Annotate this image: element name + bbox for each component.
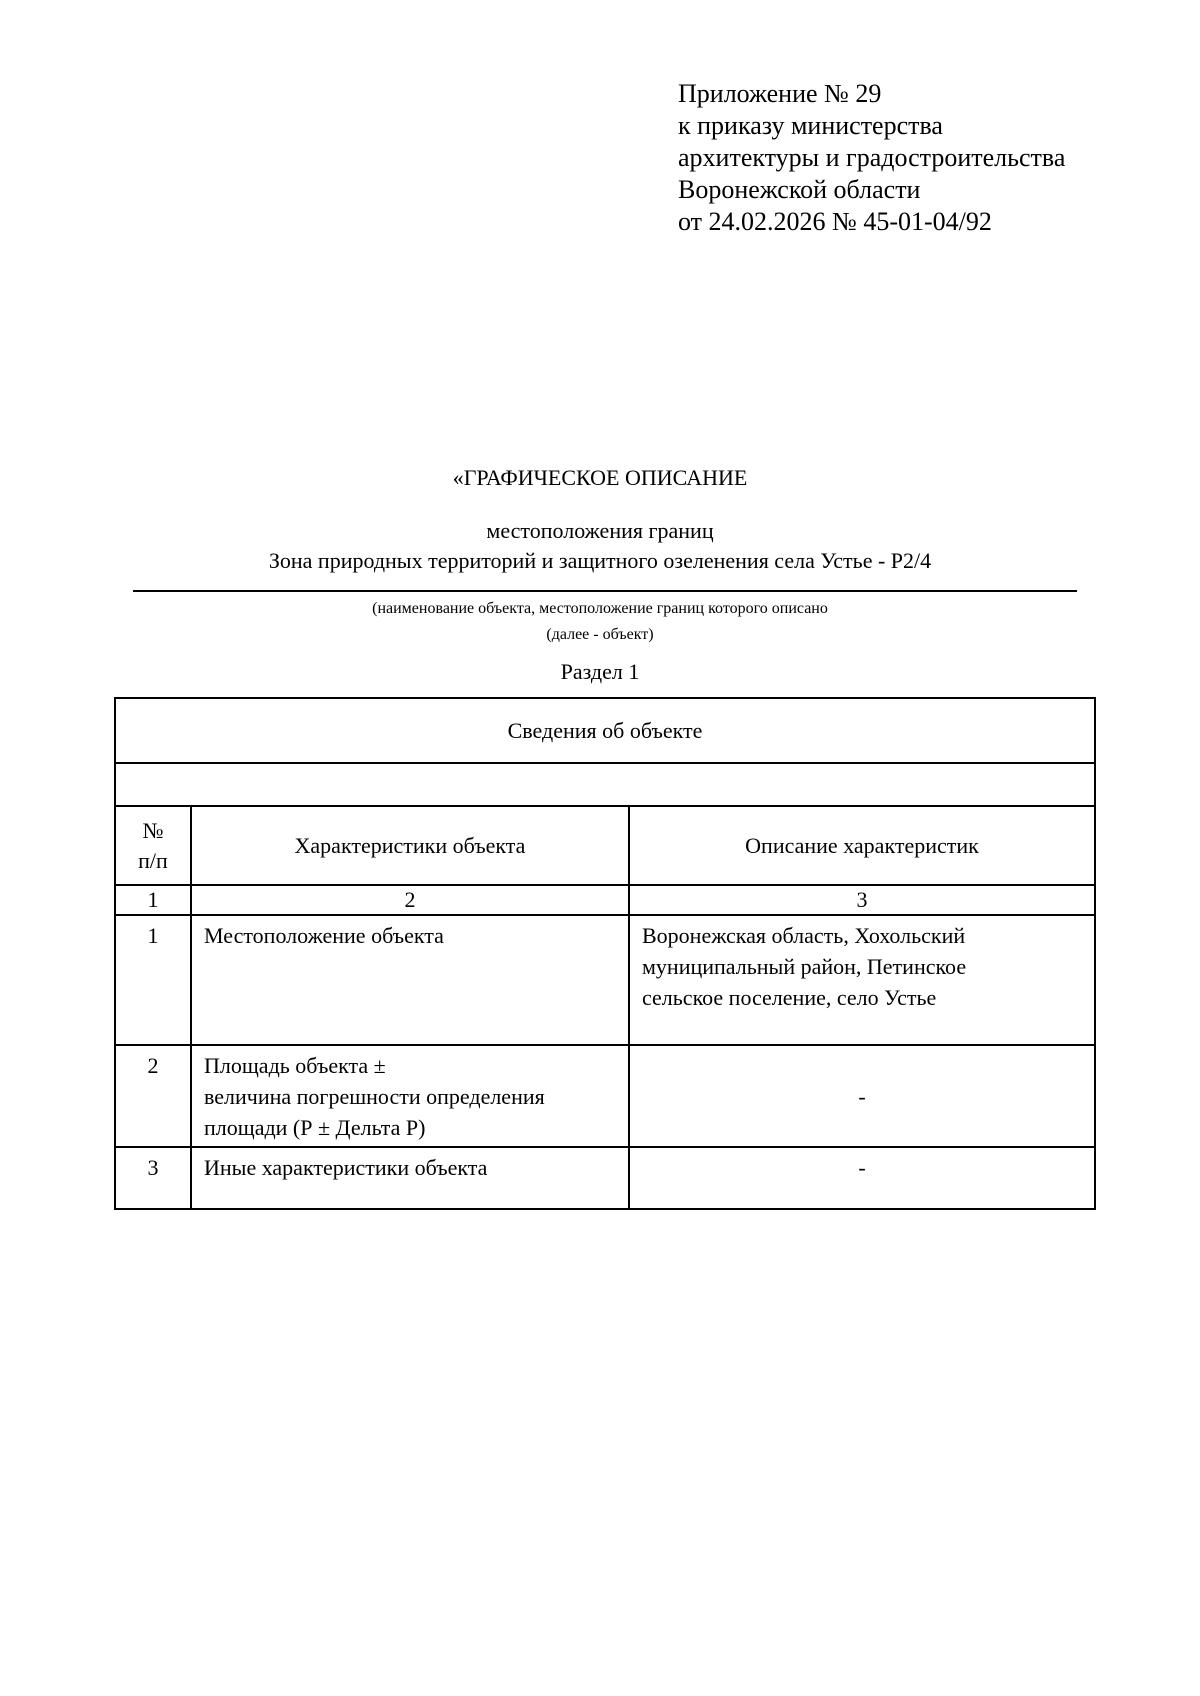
object-info-table bbox=[114, 697, 1096, 1210]
appendix-line: Приложение № 29 bbox=[678, 79, 882, 108]
appendix-block bbox=[678, 78, 1065, 238]
document-subtitle bbox=[0, 516, 1200, 576]
appendix-line: к приказу министерства bbox=[678, 111, 943, 140]
row-characteristic bbox=[191, 915, 629, 1045]
object-name-note bbox=[0, 596, 1200, 648]
underline-rule bbox=[133, 590, 1077, 592]
characteristic-line: Местоположение объекта bbox=[204, 923, 444, 948]
row-characteristic bbox=[191, 1045, 629, 1147]
table-caption-row bbox=[115, 698, 1095, 763]
column-number: 3 bbox=[629, 885, 1095, 915]
characteristic-line: величина погрешности определения bbox=[204, 1084, 545, 1109]
description-line: Воронежская область, Хохольский bbox=[642, 923, 966, 948]
header-characteristic: Характеристики объекта bbox=[191, 806, 629, 885]
appendix-line: от 24.02.2026 № 45-01-04/92 bbox=[678, 207, 992, 236]
description-line: муниципальный район, Петинское bbox=[642, 954, 967, 979]
header-description: Описание характеристик bbox=[629, 806, 1095, 885]
characteristic-line: Площадь объекта ± bbox=[204, 1053, 386, 1078]
appendix-line: Воронежской области bbox=[678, 175, 921, 204]
row-description bbox=[629, 915, 1095, 1045]
appendix-line: архитектуры и градостроительства bbox=[678, 143, 1066, 172]
section-heading: Раздел 1 bbox=[560, 659, 640, 684]
table-empty-row bbox=[115, 763, 1095, 806]
row-characteristic bbox=[191, 1147, 629, 1209]
column-number: 2 bbox=[191, 885, 629, 915]
table-row bbox=[115, 1147, 1095, 1209]
column-number-row bbox=[115, 885, 1095, 915]
table-empty-cell bbox=[115, 763, 1095, 806]
row-number: 1 bbox=[115, 915, 191, 1045]
header-number-line-1: № bbox=[142, 817, 164, 843]
table-header-row bbox=[115, 806, 1095, 885]
subtitle-line-1: местоположения границ bbox=[486, 518, 714, 543]
column-number: 1 bbox=[115, 885, 191, 915]
row-description: - bbox=[629, 1147, 1095, 1209]
header-number-line-2: п/п bbox=[138, 847, 168, 873]
row-number: 2 bbox=[115, 1045, 191, 1147]
note-line-2: (далее - объект) bbox=[546, 626, 654, 643]
row-description: - bbox=[629, 1045, 1095, 1147]
table-row bbox=[115, 915, 1095, 1045]
row-number: 3 bbox=[115, 1147, 191, 1209]
table-caption: Сведения об объекте bbox=[115, 698, 1095, 763]
table-row bbox=[115, 1045, 1095, 1147]
document-title: «ГРАФИЧЕСКОЕ ОПИСАНИЕ bbox=[452, 465, 748, 490]
note-line-1: (наименование объекта, местоположение границ которого описано bbox=[372, 600, 828, 617]
description-line: сельское поселение, село Устье bbox=[642, 985, 937, 1010]
subtitle-line-2: Зона природных территорий и защитного озеленения села Устье - Р2/4 bbox=[268, 548, 932, 573]
characteristic-line: площади (Р ± Дельта Р) bbox=[204, 1115, 426, 1140]
characteristic-line: Иные характеристики объекта bbox=[204, 1155, 488, 1180]
header-number bbox=[115, 806, 191, 885]
